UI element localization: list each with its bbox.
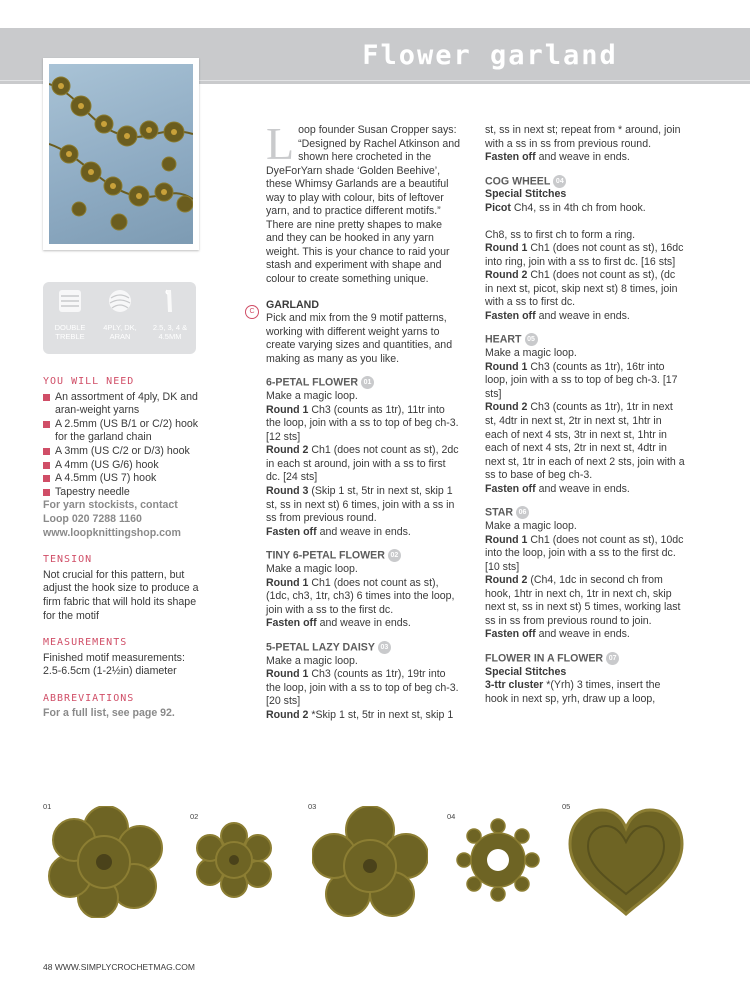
motif-04-intro: Ch8, ss to first ch to form a ring.	[485, 228, 636, 241]
photo-label: 04	[447, 812, 456, 821]
motif-03-round2: Round 2 *Skip 1 st, 5tr in next st, skip 1	[266, 708, 454, 721]
motif-03-fasten: Fasten off and weave in ends.	[485, 151, 630, 164]
yarn-info	[97, 288, 143, 341]
motif-07-heading: FLOWER IN A FLOWER 07	[485, 652, 685, 666]
page-number: 48	[43, 962, 53, 972]
motif-01-round3: Round 3 (Skip 1 st, 5tr in next st, skip 1 st, ss in next st) 6 times, join with a ss in ss from previous round.	[266, 484, 455, 525]
sidebar	[43, 375, 201, 721]
motif-number-badge: 03	[378, 641, 391, 654]
motif-03-continued: st, ss in next st; repeat from * around, join with a ss in ss from previous round.	[485, 124, 681, 150]
garland-text: Pick and mix from the 9 motif patterns, working with different weight yarns to create varying sizes and quantities, and making as many as you like.	[266, 312, 453, 365]
drop-cap: L	[266, 118, 295, 169]
motif-05-fasten: Fasten off and weave in ends.	[485, 482, 630, 495]
page-title: Flower garland	[362, 40, 618, 71]
photo-label: 05	[562, 802, 571, 811]
motif-03-intro: Make a magic loop.	[266, 654, 358, 667]
garland-heading: GARLAND	[266, 298, 319, 311]
motif-05-heading: HEART 05	[485, 333, 685, 347]
motif-02-round1: Round 1 Ch1 (does not count as st), (1dc, ch3, 1tr, ch3) 6 times into the loop, join with a ss to the first dc.	[266, 576, 455, 616]
motif-01-fasten: Fasten off and weave in ends.	[266, 525, 411, 538]
motif-07-cluster: 3-ttr cluster *(Yrh) 3 times, insert the hook in next sp, yrh, draw up a loop,	[485, 679, 661, 705]
yarn-label: 4PLY, DK, ARAN	[103, 323, 137, 341]
motif-photo-tiny-flower	[194, 822, 274, 898]
motif-02-heading: TINY 6-PETAL FLOWER 02	[266, 549, 462, 563]
motif-number-badge: 06	[516, 506, 529, 519]
motif-06-round2: Round 2 (Ch4, 1dc in second ch from hook, 1htr in next ch, 1tr in next ch, skip next st, ss in next st) 5 times, working last ss in ss from previous round to join.	[485, 574, 681, 627]
column-middle	[266, 118, 462, 722]
motif-number-badge: 04	[553, 175, 566, 188]
stitch-info	[47, 288, 93, 341]
page-footer	[43, 962, 195, 972]
section-marker: C	[245, 305, 259, 319]
motif-number-badge: 05	[525, 333, 538, 346]
footer-url: WWW.SIMPLYCROCHETMAG.COM	[54, 962, 195, 972]
photo-label: 03	[308, 802, 317, 811]
motif-photo-heart	[566, 806, 686, 918]
crochet-hook-icon	[157, 288, 183, 314]
motif-number-badge: 02	[388, 549, 401, 562]
motif-04-fasten: Fasten off and weave in ends.	[485, 309, 630, 322]
list-item: A 3mm (US C/2 or D/3) hook	[43, 445, 201, 459]
list-item: A 2.5mm (US B/1 or C/2) hook for the garland chain	[43, 418, 201, 445]
motif-04-round2: Round 2 Ch1 (does not count as st), (dc in next st, picot, skip next st) 8 times, join with a ss to first dc.	[485, 269, 678, 309]
you-will-need-heading: YOU WILL NEED	[43, 376, 135, 387]
list-item: An assortment of 4ply, DK and aran-weight yarns	[43, 391, 201, 418]
motif-photo-lazy-daisy	[312, 806, 428, 918]
intro-paragraph: Loop founder Susan Cropper says: “Designed by Rachel Atkinson and shown here crocheted in the DyeForYarn shade ‘Golden Beehive’, these Whimsy Garlands are a beautiful way to play with colour, bits of leftover yarn, and to practice different motifs.” There are nine pretty shapes to make and they can be hooked in any yarn weight. This is your chance to raid your stash and experiment with shape and colour to create something unique.	[266, 118, 461, 286]
motif-03-round1: Round 1 Ch3 (counts as 1tr), 19tr into the loop, join with a ss to top of beg ch-3. [20 sts]	[266, 668, 459, 708]
tension-heading: TENSION	[43, 554, 93, 566]
hook-info	[147, 288, 193, 341]
motif-04-picot: Picot Ch4, ss in 4th ch from hook.	[485, 202, 646, 215]
abbreviations-heading: ABBREVIATIONS	[43, 692, 135, 704]
list-item: Tapestry needle	[43, 486, 201, 500]
stockists-note: For yarn stockists, contact Loop 020 7288 1160 www.loopknittingshop.com	[43, 499, 181, 539]
yarn-ball-icon	[107, 288, 133, 314]
motif-05-intro: Make a magic loop.	[485, 347, 577, 360]
column-right	[485, 124, 685, 707]
motif-04-round1: Round 1 Ch1 (does not count as st), 16dc into ring, join with a ss to first dc. [16 sts]	[485, 242, 684, 268]
pattern-info-panel	[43, 282, 196, 354]
motif-05-round1: Round 1 Ch3 (counts as 1tr), 16tr into loop, join with a ss to top of beg ch-3. [17 sts]	[485, 360, 678, 400]
motif-number-badge: 07	[606, 652, 619, 665]
hook-label: 2.5, 3, 4 & 4.5MM	[152, 323, 188, 341]
motif-05-round2: Round 2 Ch3 (counts as 1tr), 1tr in next st, 4dtr in next st, 2tr in next st, 1htr in each of next 4 sts, 3tr in next st, 1htr in each of next 4 sts, 2tr in next st, 4dtr in next st, 1tr in each of next 2 sts, join with a ss to base of beg ch-3.	[485, 401, 685, 482]
motif-04-special: Special Stitches	[485, 188, 567, 201]
list-item: A 4mm (US G/6) hook	[43, 459, 201, 473]
measurements-heading: MEASUREMENTS	[43, 637, 128, 649]
motif-06-fasten: Fasten off and weave in ends.	[485, 628, 630, 641]
motif-number-badge: 01	[361, 376, 374, 389]
garland-image	[49, 64, 193, 244]
measurements-text: Finished motif measurements: 2.5-6.5cm (1-2½in) diameter	[43, 651, 185, 678]
motif-06-round1: Round 1 Ch1 (does not count as st), 10dc into the loop, join with a ss to the first dc. [10 sts]	[485, 533, 684, 573]
photo-label: 01	[43, 802, 52, 811]
abbreviations-text: For a full list, see page 92.	[43, 707, 175, 720]
tension-text: Not crucial for this pattern, but adjust the hook size to produce a firm fabric that will hold its shape for the motif	[43, 568, 199, 622]
garland-photo	[43, 58, 199, 250]
stitch-label: DOUBLE TREBLE	[54, 323, 86, 341]
motif-01-heading: 6-PETAL FLOWER 01	[266, 376, 462, 390]
list-item: A 4.5mm (US 7) hook	[43, 472, 201, 486]
motif-01-round1: Round 1 Ch3 (counts as 1tr), 11tr into the loop, join with a ss to top of beg ch-3. [12 sts]	[266, 403, 459, 443]
motif-photo-cog-wheel	[456, 818, 540, 902]
motif-07-special: Special Stitches	[485, 665, 567, 678]
motif-06-heading: STAR 06	[485, 506, 685, 520]
motif-06-intro: Make a magic loop.	[485, 520, 577, 533]
motif-04-heading: COG WHEEL 04	[485, 175, 685, 189]
motif-photo-6-petal-flower	[48, 806, 164, 918]
motif-02-intro: Make a magic loop.	[266, 563, 358, 575]
motif-02-fasten: Fasten off and weave in ends.	[266, 617, 411, 630]
motif-01-round2: Round 2 Ch1 (does not count as st), 2dc in each st around, join with a ss to first dc. [24 sts]	[266, 444, 459, 484]
photo-label: 02	[190, 812, 199, 821]
motif-01-intro: Make a magic loop.	[266, 390, 358, 403]
materials-list	[43, 391, 201, 500]
yarn-swatch-icon	[57, 288, 83, 314]
motif-03-heading: 5-PETAL LAZY DAISY 03	[266, 641, 462, 655]
